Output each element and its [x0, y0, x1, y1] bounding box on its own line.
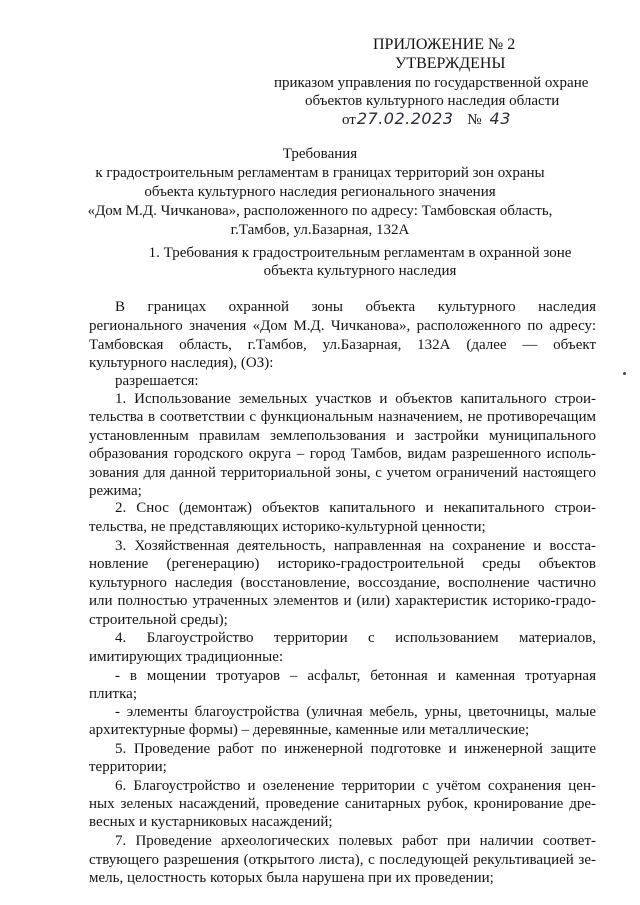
body-line: тельства, не представляющих историко-культурной ценности; [89, 519, 486, 535]
body-line: 1. Использование земельных участков и объектов капитального строи- [115, 391, 596, 407]
body-line: зования для данной территориальной зоны, с учетом ограничений настоящего [89, 465, 596, 481]
body-line: весных и кустарниковых насаждений; [89, 814, 333, 830]
handwritten-number: 43 [489, 109, 511, 128]
document-title: Требования [282, 146, 358, 162]
body-line: плитка; [89, 686, 137, 702]
body-line: 6. Благоустройство и озеленение территории с учётом сохранения цен- [115, 778, 596, 794]
body-line: новление (регенерацию) историко-градостроительной среды объектов [89, 556, 596, 572]
body-line: разрешается: [115, 373, 199, 389]
body-line: тельства в соответствии с функциональным назначением, не противоречащим [89, 409, 596, 425]
body-line: - элементы благоустройства (уличная мебель, урны, цветочницы, малые [115, 704, 596, 720]
body-line: образования городского округа – город Тамбов, видам разрешенного исполь- [89, 446, 596, 462]
approved-label: УТВЕРЖДЕНЫ [395, 55, 506, 72]
body-line: Тамбовская область, г.Тамбов, ул.Базарная, 132А (далее — объект [89, 337, 596, 353]
title-line-2: к градостроительным регламентам в границах территорий зон охраны [95, 165, 545, 181]
body-line: мель, целостность которых была нарушена при их проведении; [89, 870, 494, 886]
body-line: или полностью утраченных элементов и (или) характеристик историко-градо- [89, 593, 596, 609]
appendix-label: ПРИЛОЖЕНИЕ № 2 [373, 36, 516, 53]
body-line: имитирующих традиционные: [89, 649, 284, 665]
body-line: - в мощении тротуаров – асфальт, бетонная и каменная тротуарная [115, 668, 596, 684]
body-line: ных зеленых насаждений, проведение санитарных рубок, кронирование дре- [89, 796, 596, 812]
body-line: 7. Проведение археологических полевых работ при наличии соответ- [115, 833, 596, 849]
order-date-line [342, 110, 511, 129]
section-heading-line-2: объекта культурного наследия [263, 263, 457, 279]
body-line: строительной среды); [89, 612, 228, 628]
body-line: 5. Проведение работ по инженерной подготовке и инженерной защите [115, 741, 596, 757]
handwritten-date: 27.02.2023 [356, 109, 454, 128]
title-line-4: «Дом М.Д. Чичканова», расположенного по адресу: Тамбовская область, [87, 203, 553, 219]
order-line-1: приказом управления по государственной охране [274, 75, 589, 91]
body-line: архитектурные формы) – деревянные, каменные или металлические; [89, 722, 530, 738]
body-line: культурного наследия (восстановление, воссоздание, восполнение частично [89, 575, 596, 591]
body-line: регионального значения «Дом М.Д. Чичканова», расположенного по адресу: [89, 318, 596, 334]
date-prefix: от [342, 112, 356, 128]
body-line: территории; [89, 759, 167, 775]
body-line: 4. Благоустройство территории с использованием материалов, [115, 630, 596, 646]
title-line-5: г.Тамбов, ул.Базарная, 132А [230, 222, 410, 238]
body-line: культурного наследия), (ОЗ): [89, 355, 274, 371]
body-line: установленным правилам землепользования и застройки муниципального [89, 428, 596, 444]
body-line: 3. Хозяйственная деятельность, направленная на сохранение и восста- [115, 538, 596, 554]
order-line-2: объектов культурного наследия области [305, 93, 560, 109]
scan-speck [623, 372, 626, 375]
body-line: 2. Снос (демонтаж) объектов капитального и некапитального строи- [115, 500, 596, 516]
section-heading-line-1: 1. Требования к градостроительным регламентам в охранной зоне [148, 245, 572, 261]
body-line: В границах охранной зоны объекта культурного наследия [115, 299, 596, 315]
body-line: ствующего разрешения (открытого листа), с последующей рекультивацией зе- [89, 852, 596, 868]
body-line: режима; [89, 483, 142, 499]
title-line-3: объекта культурного наследия регионального значения [144, 184, 496, 200]
number-label: № [467, 112, 482, 128]
